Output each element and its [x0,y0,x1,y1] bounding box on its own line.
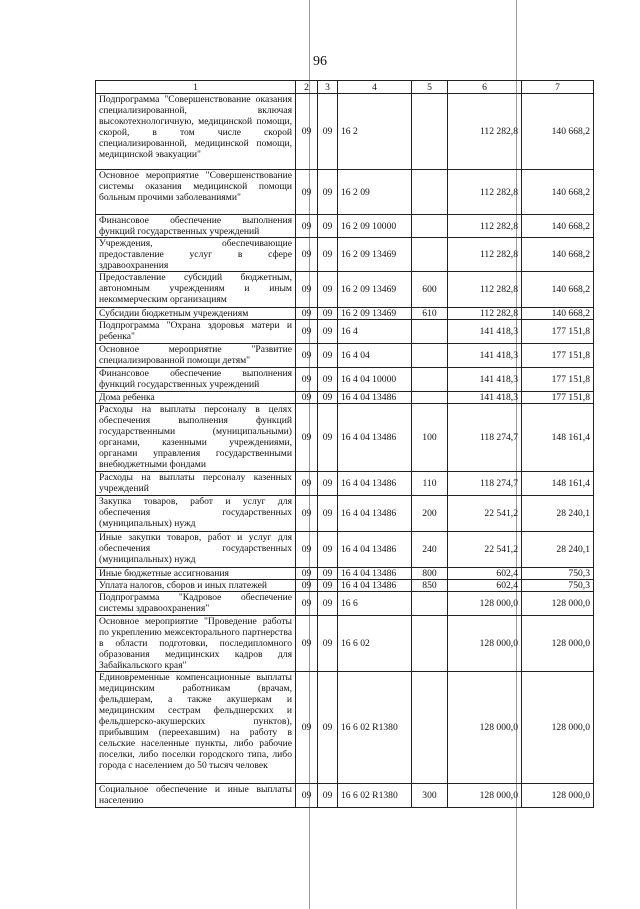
cell-target-code: 16 4 04 13486 [338,532,412,568]
cell-section: 09 [296,238,318,272]
cell-section: 09 [296,568,318,580]
cell-section: 09 [296,784,318,808]
cell-section: 09 [296,580,318,592]
cell-expense-type [412,94,448,170]
cell-name: Основное мероприятие "Совершенствование системы оказания медицинской помощи больным прочими заболеваниями" [96,170,296,215]
cell-amount-2: 140 668,2 [522,215,594,238]
cell-target-code: 16 2 [338,94,412,170]
cell-amount-1: 118 274,7 [448,472,522,496]
cell-section: 09 [296,672,318,784]
table-row [96,215,594,238]
cell-expense-type [412,215,448,238]
cell-amount-1: 128 000,0 [448,616,522,672]
cell-amount-1: 112 282,8 [448,215,522,238]
table-body [96,94,594,808]
cell-subsection: 09 [318,532,338,568]
cell-subsection: 09 [318,592,338,616]
cell-name: Основное мероприятие "Проведение работы по укреплению межсекторального партнерства в области подготовки, последипломного образования медицинских кадров для Забайкальского края" [96,616,296,672]
cell-target-code: 16 6 02 R1380 [338,784,412,808]
cell-subsection: 09 [318,616,338,672]
cell-expense-type: 110 [412,472,448,496]
cell-section: 09 [296,170,318,215]
cell-subsection: 09 [318,472,338,496]
cell-subsection: 09 [318,170,338,215]
cell-name: Подпрограмма "Охрана здоровья матери и ребенка" [96,320,296,344]
cell-target-code: 16 4 04 13486 [338,404,412,472]
cell-target-code: 16 2 09 13469 [338,238,412,272]
cell-name: Дома ребенка [96,392,296,404]
cell-amount-1: 128 000,0 [448,784,522,808]
cell-expense-type: 300 [412,784,448,808]
cell-expense-type: 610 [412,308,448,320]
cell-amount-1: 128 000,0 [448,592,522,616]
cell-name: Закупка товаров, работ и услуг для обеспечения государственных (муниципальных) нужд [96,496,296,532]
cell-name: Социальное обеспечение и иные выплаты населению [96,784,296,808]
cell-amount-2: 28 240,1 [522,532,594,568]
cell-subsection: 09 [318,784,338,808]
table-row [96,320,594,344]
cell-amount-2: 148 161,4 [522,472,594,496]
cell-section: 09 [296,320,318,344]
cell-amount-1: 118 274,7 [448,404,522,472]
cell-amount-1: 128 000,0 [448,672,522,784]
cell-target-code: 16 4 [338,320,412,344]
cell-amount-1: 112 282,8 [448,308,522,320]
page-number: 96 [313,54,327,69]
cell-target-code: 16 4 04 13486 [338,496,412,532]
cell-name: Субсидии бюджетным учреждениям [96,308,296,320]
table-row [96,568,594,580]
table-row [96,344,594,368]
cell-amount-2: 140 668,2 [522,94,594,170]
cell-name: Расходы на выплаты персоналу казенных учреждений [96,472,296,496]
header-col-5: 5 [412,81,448,94]
table-row [96,592,594,616]
cell-section: 09 [296,592,318,616]
cell-subsection: 09 [318,238,338,272]
table-row [96,368,594,392]
cell-expense-type [412,238,448,272]
cell-name: Финансовое обеспечение выполнения функций государственных учреждений [96,368,296,392]
cell-name: Основное мероприятие "Развитие специализированной помощи детям" [96,344,296,368]
cell-section: 09 [296,532,318,568]
cell-target-code: 16 6 02 [338,616,412,672]
budget-table [95,80,594,808]
table-row [96,784,594,808]
cell-amount-1: 112 282,8 [448,238,522,272]
cell-target-code: 16 4 04 13486 [338,472,412,496]
cell-subsection: 09 [318,404,338,472]
table-row [96,404,594,472]
cell-section: 09 [296,368,318,392]
cell-amount-2: 177 151,8 [522,368,594,392]
cell-target-code: 16 6 [338,592,412,616]
cell-subsection: 09 [318,308,338,320]
header-col-3: 3 [318,81,338,94]
cell-expense-type: 800 [412,568,448,580]
cell-expense-type [412,392,448,404]
cell-name: Иные бюджетные ассигнования [96,568,296,580]
cell-expense-type [412,344,448,368]
cell-amount-2: 177 151,8 [522,320,594,344]
cell-target-code: 16 4 04 10000 [338,368,412,392]
cell-subsection: 09 [318,368,338,392]
cell-section: 09 [296,308,318,320]
cell-expense-type: 100 [412,404,448,472]
cell-amount-2: 140 668,2 [522,238,594,272]
header-col-4: 4 [338,81,412,94]
cell-name: Подпрограмма "Совершенствование оказания специализированной, включая высокотехнологичную, медицинской помощи, скорой, в том числе скорой специализированной, медицинской помощи, медицинской эвакуации" [96,94,296,170]
cell-subsection: 09 [318,568,338,580]
cell-amount-1: 112 282,8 [448,170,522,215]
cell-expense-type [412,170,448,215]
cell-amount-1: 22 541,2 [448,532,522,568]
cell-name: Единовременные компенсационные выплаты медицинским работникам (врачам, фельдшерам, а также акушеркам и медицинским сестрам фельдшерских и фельдшерско-акушерских пунктов), прибывшим (переехавшим) на работу в сельские населенные пункты, либо рабочие поселки, либо поселки городского типа, либо города с населением до 50 тысяч человек [96,672,296,784]
table-row [96,238,594,272]
cell-target-code: 16 2 09 13469 [338,308,412,320]
cell-expense-type: 200 [412,496,448,532]
header-col-2: 2 [296,81,318,94]
cell-section: 09 [296,94,318,170]
cell-expense-type: 850 [412,580,448,592]
cell-section: 09 [296,272,318,308]
cell-amount-2: 148 161,4 [522,404,594,472]
cell-amount-1: 602,4 [448,568,522,580]
table-row [96,94,594,170]
cell-subsection: 09 [318,272,338,308]
table-row [96,672,594,784]
cell-target-code: 16 4 04 13486 [338,568,412,580]
cell-subsection: 09 [318,580,338,592]
cell-amount-1: 141 418,3 [448,344,522,368]
cell-target-code: 16 2 09 10000 [338,215,412,238]
cell-amount-2: 140 668,2 [522,308,594,320]
header-col-6: 6 [448,81,522,94]
table-row [96,272,594,308]
cell-target-code: 16 2 09 [338,170,412,215]
cell-section: 09 [296,472,318,496]
cell-amount-2: 128 000,0 [522,784,594,808]
cell-subsection: 09 [318,320,338,344]
cell-section: 09 [296,616,318,672]
header-col-1: 1 [96,81,296,94]
cell-subsection: 09 [318,94,338,170]
table-row [96,308,594,320]
cell-amount-1: 112 282,8 [448,94,522,170]
cell-amount-2: 28 240,1 [522,496,594,532]
cell-section: 09 [296,215,318,238]
header-col-7: 7 [522,81,594,94]
cell-subsection: 09 [318,672,338,784]
cell-amount-2: 750,3 [522,568,594,580]
cell-expense-type [412,616,448,672]
cell-amount-2: 128 000,0 [522,672,594,784]
cell-section: 09 [296,496,318,532]
cell-amount-2: 750,3 [522,580,594,592]
table-row [96,170,594,215]
cell-target-code: 16 4 04 [338,344,412,368]
table-header [96,81,594,94]
cell-name: Подпрограмма "Кадровое обеспечение системы здравоохранения" [96,592,296,616]
header-row [96,81,594,94]
cell-section: 09 [296,404,318,472]
cell-amount-1: 141 418,3 [448,320,522,344]
cell-name: Учреждения, обеспечивающие предоставление услуг в сфере здравоохранения [96,238,296,272]
cell-expense-type [412,320,448,344]
cell-expense-type [412,592,448,616]
cell-section: 09 [296,344,318,368]
table-row [96,580,594,592]
cell-name: Иные закупки товаров, работ и услуг для обеспечения государственных (муниципальных) нужд [96,532,296,568]
cell-section: 09 [296,392,318,404]
cell-amount-2: 177 151,8 [522,392,594,404]
cell-amount-1: 602,4 [448,580,522,592]
cell-target-code: 16 4 04 13486 [338,392,412,404]
cell-amount-2: 177 151,8 [522,344,594,368]
cell-amount-1: 141 418,3 [448,368,522,392]
table-row [96,616,594,672]
cell-name: Финансовое обеспечение выполнения функций государственных учреждений [96,215,296,238]
cell-name: Предоставление субсидий бюджетным, автономным учреждениям и иным некоммерческим организациям [96,272,296,308]
cell-target-code: 16 2 09 13469 [338,272,412,308]
cell-target-code: 16 4 04 13486 [338,580,412,592]
cell-subsection: 09 [318,215,338,238]
cell-expense-type: 240 [412,532,448,568]
cell-amount-2: 140 668,2 [522,272,594,308]
cell-amount-1: 22 541,2 [448,496,522,532]
cell-target-code: 16 6 02 R1380 [338,672,412,784]
cell-subsection: 09 [318,344,338,368]
table-row [96,496,594,532]
cell-amount-2: 128 000,0 [522,616,594,672]
cell-amount-1: 112 282,8 [448,272,522,308]
cell-amount-2: 128 000,0 [522,592,594,616]
cell-expense-type: 600 [412,272,448,308]
cell-subsection: 09 [318,392,338,404]
table-row [96,392,594,404]
cell-name: Расходы на выплаты персоналу в целях обеспечения выполнения функций государственными (муниципальными) органами, казенными учреждениями, органами управления государственными внебюджетными фондами [96,404,296,472]
cell-expense-type [412,672,448,784]
table-row [96,472,594,496]
cell-subsection: 09 [318,496,338,532]
cell-amount-1: 141 418,3 [448,392,522,404]
cell-name: Уплата налогов, сборов и иных платежей [96,580,296,592]
cell-amount-2: 140 668,2 [522,170,594,215]
table-row [96,532,594,568]
cell-expense-type [412,368,448,392]
